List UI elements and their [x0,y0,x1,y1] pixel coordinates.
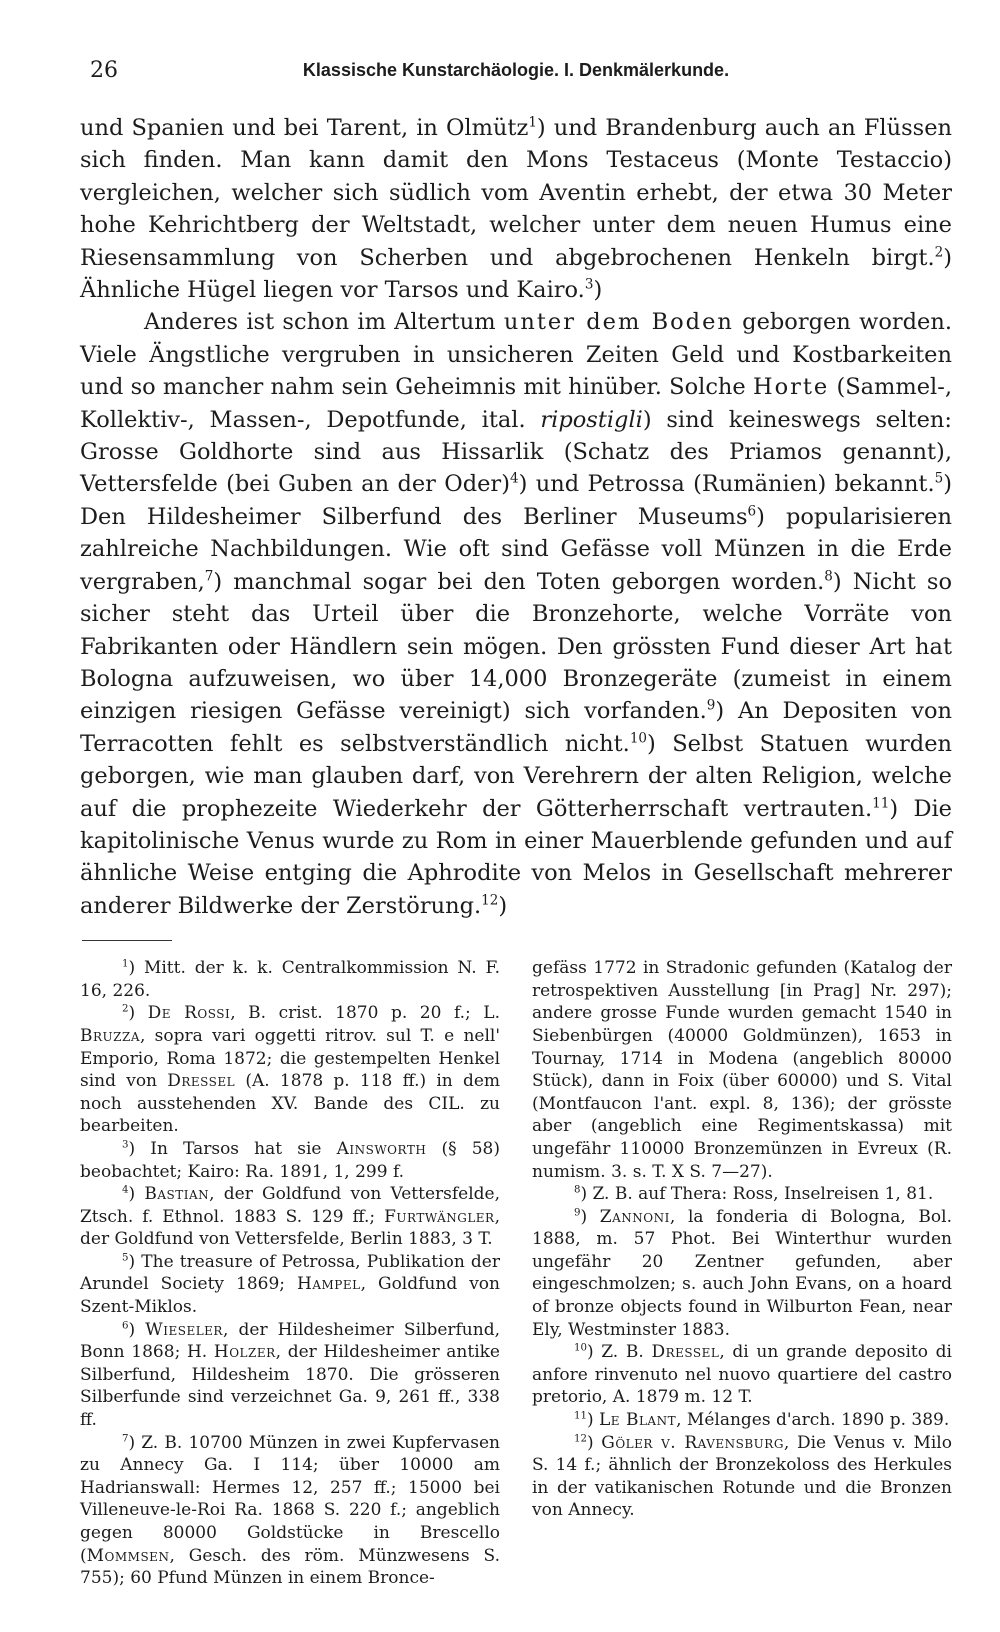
author-name: Göler v. Ravensburg [601,1432,784,1453]
page-header [80,48,952,88]
footnote-text: , Goldfund von Szent-Miklos. [80,1274,500,1318]
footnote-text: gefäss 1772 in Stradonic gefunden (Katalog der retrospektiven Ausstellung [in Prag] Nr. 297); andere grosse Funde wurden gemacht 1540 in Siebenbürgen (40000 Goldmünzen), 1653 in Tournay, 1714 in Modena (angeblich 80000 Stück), dann in Foix (über 60000) und S. Vital (Montfaucon l'ant. expl. 8, 136); der grösste aber (angeblich eine Regimentskassa) mit ungefähr 110000 Bronzemünzen in Evreux (R. numism. 3. s. T. X S. 7—27). [532,958,952,1182]
emphasis-spaced: unter dem Boden [503,309,734,336]
text-run: ) Die kapitolinische Venus wurde zu Rom in einer Mauerblende gefunden und auf ähnliche Weise entging die Aphrodite von Melos in Gesellschaft mehrerer anderer Bildwerke der Zerstörung. [80,795,953,919]
footnote-ref: 1 [528,114,537,131]
footnote-ref: 6 [747,503,757,520]
text-run: und Spanien und bei Tarent, in Olmütz [80,115,529,141]
footnote-text: ) [586,1410,600,1431]
footnote-text: , Die Venus v. Milo S. 14 f.; ähnlich der Bronzekoloss des Herkules in der vatikanischen Rotunde und die Bronzen von Annecy. [532,1432,952,1521]
footnote-text: ) [128,1003,148,1024]
footnote-8 [532,1183,952,1206]
footnote-text: , la fonderia di Bologna, Bol. 1888, m. 57 Phot. Bei Winterthur wurden ungefähr 20 Zentner gefunden, aber eingeschmolzen; s. auch John Evans, on a hoard of bronze objects found in Wilburton Fean, near Ely, Westminster 1883. [532,1206,952,1340]
footnote-11 [532,1409,952,1432]
footnote-text: , der Hildesheimer Silberfund, Bonn 1868; H. [80,1319,500,1363]
footnote-text: , sopra vari oggetti ritrov. sul T. e nell' Emporio, Roma 1872; die gestempelten Henkel sind von [80,1025,500,1092]
footnote-text: ) [128,1184,145,1205]
footnote-text: ) The treasure of Petrossa, Publikation der Arundel Society 1869; [80,1251,500,1295]
footnote-column-left [80,957,500,1590]
footnote-mark: 7 [122,1432,129,1444]
text-run: Anderes ist schon im Altertum [144,309,504,336]
text-run: ) [593,277,603,304]
footnote-12 [532,1432,952,1522]
footnote-text: ) [586,1432,602,1453]
text-run: ) Den Hildesheimer Silberfund des Berliner Museums [80,471,952,530]
footnote-text: ) [128,1319,146,1340]
author-name: Mommsen [86,1545,170,1566]
author-name: Dressel [651,1342,720,1363]
text-run: ) manchmal sogar bei den Toten geborgen worden. [213,568,825,595]
footnote-text: , der Goldfund von Vettersfelde, Ztsch. f. Ethnol. 1883 S. 129 ff.; [80,1184,500,1227]
footnote-mark: 10 [574,1342,587,1354]
author-name: Holzer [213,1342,276,1363]
text-run: ) und Petrossa (Rumänien) bekannt. [518,471,935,498]
footnote-10 [532,1341,952,1409]
footnote-text: ) In Tarsos hat sie [128,1138,337,1159]
footnote-ref: 4 [509,470,519,487]
footnote-text: , di un grande deposito di anfore rinvenuto nel nuovo quartiere del castro pretorio, A. 1879 m. 12 T. [532,1342,952,1408]
footnote-mark: 6 [122,1320,129,1331]
text-run: geborgen worden. Viele Ängstliche vergruben in unsicheren Zeiten Geld und Kostbarkeiten und so mancher nahm sein Geheimnis mit hinüber. Solche [80,309,952,401]
author-name: Dressel [167,1071,236,1092]
text-run: ) popularisieren zahlreiche Nachbildungen. Wie oft sind Gefässe voll Münzen in die Erde vergraben, [80,503,952,595]
text-run: ) An Depositen von Terracotten fehlt es selbstverständlich nicht. [80,698,953,757]
footnote-4 [80,1183,500,1251]
footnotes [80,957,952,1590]
footnote-text: ) Z. B. auf Thera: Ross, Inselreisen 1, 81. [580,1184,934,1205]
emphasis-spaced: Horte [752,374,830,401]
footnote-ref: 9 [706,697,716,714]
footnote-mark: 12 [574,1432,587,1444]
footnote-text: ) Mitt. der k. k. Centralkommission N. F. 16, 226. [80,958,500,1001]
footnote-ref: 10 [629,730,647,747]
paragraph-2 [80,306,952,922]
footnote-ref: 5 [934,470,944,487]
footnote-1 [80,957,500,1002]
footnote-ref: 8 [824,568,833,585]
text-run: ) Selbst Statuen wurden geborgen, wie man glauben darf, von Verehrern der alten Religion, welche auf die prophezeite Wiederkehr der Götterherrschaft vertrauten. [80,730,952,822]
footnote-text: , B. crist. 1870 p. 20 f.; L. [230,1003,500,1024]
footnote-3 [80,1138,500,1183]
footnote-mark: 1 [122,958,129,970]
text-run: ) und Brandenburg auch an Flüssen sich finden. Man kann damit den Mons Testaceus (Monte Testaccio) vergleichen, welcher sich südlich vom Aventin erhebt, der etwa 30 Meter hohe Kehrichtberg der Weltstadt, welcher unter dem neuen Humus eine Riesensammlung von Scherben und abgebrochenen Henkeln birgt. [80,115,952,271]
running-head: Klassische Kunstarchäologie. I. Denkmälerkunde. [302,60,730,80]
footnote-ref: 11 [872,795,890,812]
author-name: Bastian [144,1184,210,1205]
footnote-2 [80,1002,500,1138]
author-name: De Rossi [147,1003,231,1024]
text-run: ) sind keineswegs selten: Grosse Goldhorte sind aus Hissarlik (Schatz des Priamos genannt), Vettersfelde (bei Guben an der Oder) [80,406,952,498]
footnote-mark: 3 [122,1139,129,1151]
footnote-mark: 8 [574,1184,581,1196]
footnote-ref: 7 [204,568,214,585]
author-name: Furtwängler [384,1206,495,1227]
author-name: Wieseler [145,1319,223,1340]
footnote-text: ) [580,1206,600,1227]
footnote-text: , Mélanges d'arch. 1890 p. 389. [676,1410,950,1431]
author-name: Le Blant [599,1410,677,1431]
footnote-mark: 5 [122,1252,129,1264]
footnote-ref: 12 [481,892,499,909]
footnote-6 [80,1319,500,1432]
paragraph-1 [80,112,952,306]
footnote-text: (§ 58) beobachtet; Kairo: Ra. 1891, 1, 299 f. [80,1138,500,1182]
footnote-7 [80,1432,500,1590]
footnote-text: ) Z. B. 10700 Münzen in zwei Kupfervasen zu Annecy Ga. I 114; über 10000 am Hadrianswall: Hermes 12, 257 ff.; 15000 bei Villeneuve-le-Roi Ra. 1868 S. 220 f.; angeblich gegen 80000 Goldstücke in Brescello ( [80,1432,500,1566]
footnote-7-continued [532,957,952,1183]
footnote-9 [532,1206,952,1342]
author-name: Bruzza [80,1025,140,1046]
text-run: ) Ähnliche Hügel liegen vor Tarsos und Kairo. [80,244,952,304]
footnote-text: ) Z. B. [586,1342,652,1363]
document-page [80,48,952,1590]
footnote-5 [80,1251,500,1319]
footnote-mark: 11 [574,1410,587,1422]
footnote-mark: 2 [122,1003,129,1015]
footnote-text: , Gesch. des röm. Münzwesens S. 755); 60 Pfund Münzen in einem Bronce- [80,1545,500,1589]
footnote-ref: 2 [934,244,944,261]
body-text [80,112,952,922]
footnote-column-right [532,957,952,1590]
text-run: ) [498,892,508,919]
author-name: Zannoni [599,1206,670,1227]
footnote-mark: 4 [122,1184,129,1196]
author-name: Hampel [297,1274,361,1295]
footnote-text: (A. 1878 p. 118 ff.) in dem noch ausstehenden XV. Bande des CIL. zu bearbeiten. [80,1071,501,1137]
text-run: (Sammel-, Kollektiv-, Massen-, Depotfunde, ital. [80,374,952,433]
emphasis-italic: ripostigli [540,406,643,433]
page-number: 26 [90,58,118,83]
footnote-text: , der Goldfund von Vettersfelde, Berlin 1883, 3 T. [80,1206,500,1250]
text-run: ) Nicht so sicher steht das Urteil über die Bronzehorte, welche Vorräte von Fabrikanten oder Händlern sein mögen. Den grössten Fund dieser Art hat Bologna aufzuweisen, wo über 14,000 Bronzegeräte (zumeist in einem einzigen riesigen Gefässe vereinigt) sich vorfanden. [80,568,952,725]
footnote-ref: 3 [584,276,594,293]
author-name: Ainsworth [336,1138,427,1159]
footnote-mark: 9 [574,1207,581,1219]
footnote-divider [82,940,172,941]
footnote-text: , der Hildesheimer antike Silberfund, Hildesheim 1870. Die grösseren Silberfunde sind verzeichnet Ga. 9, 261 ff., 338 ff. [80,1342,500,1431]
